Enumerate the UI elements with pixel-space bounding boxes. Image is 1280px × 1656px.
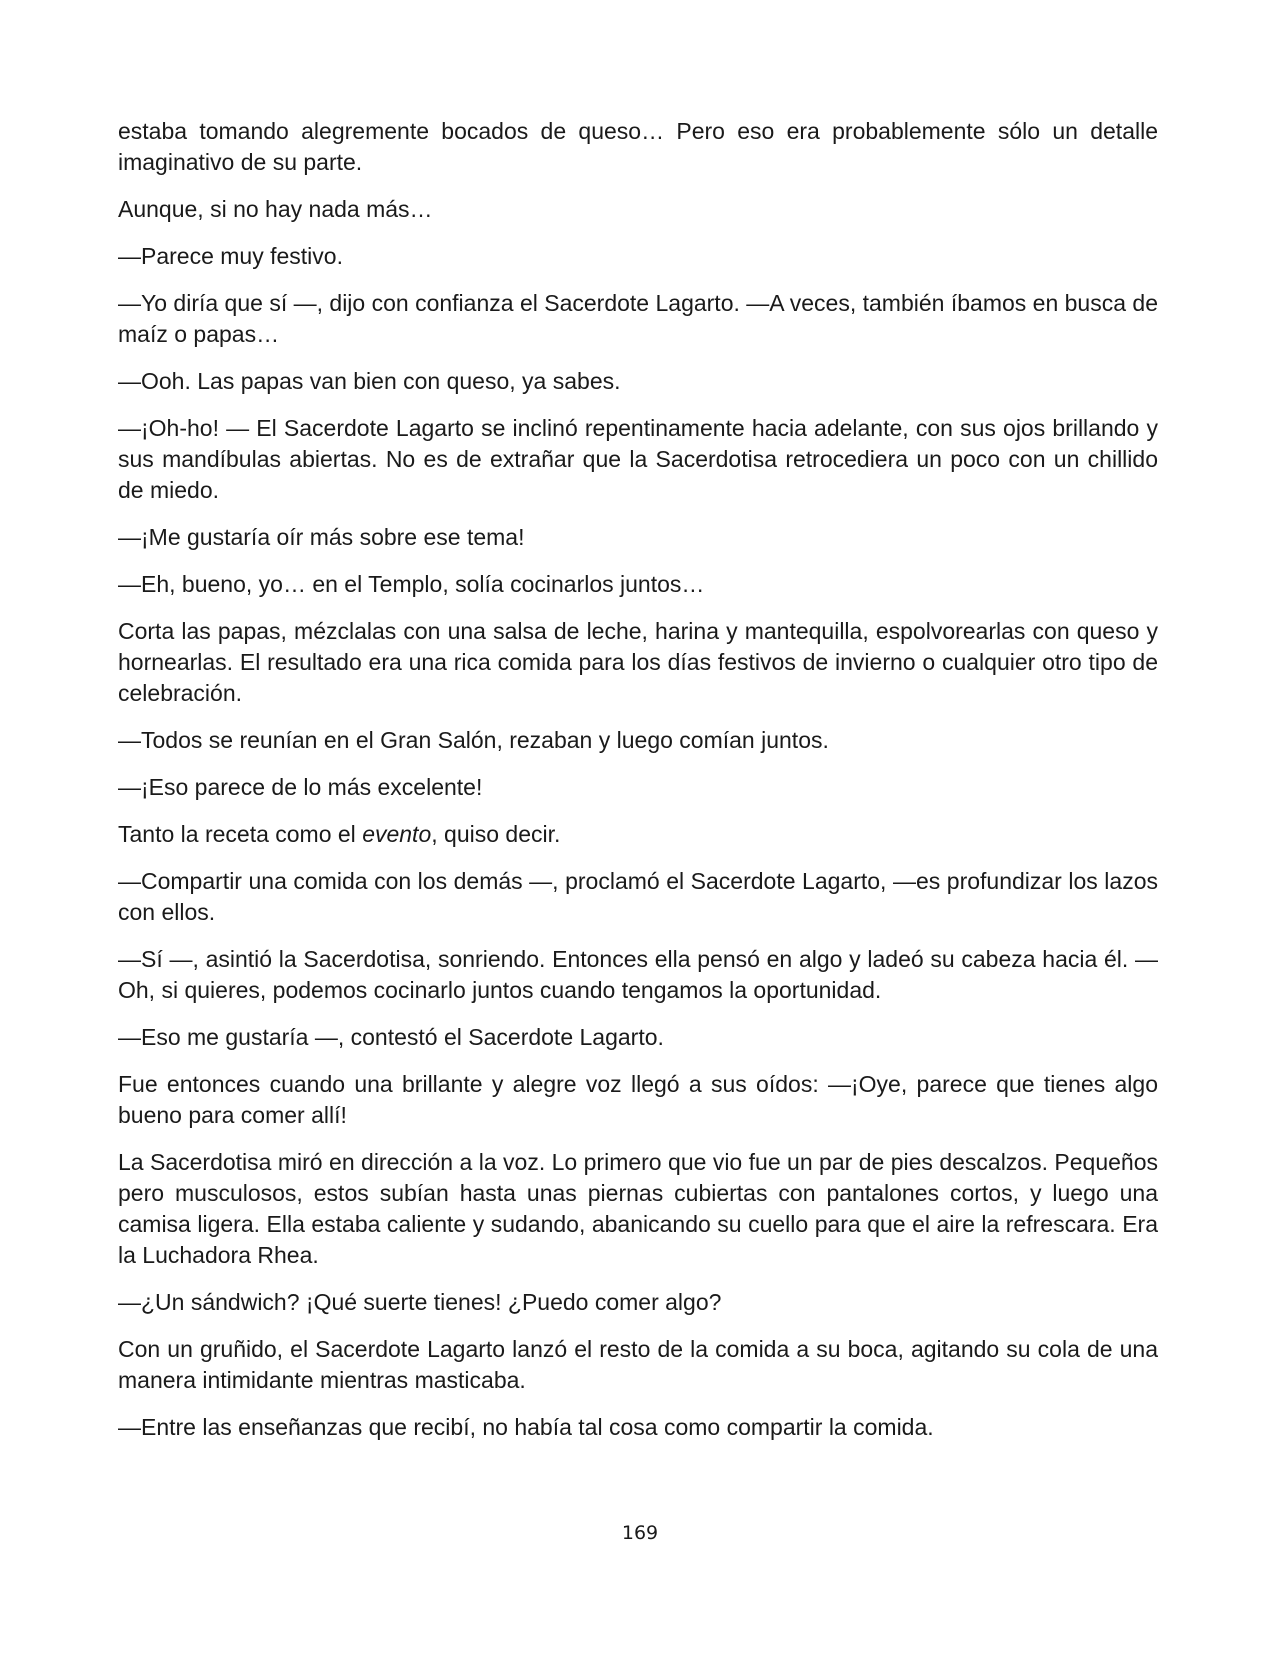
paragraph-with-emphasis xyxy=(118,819,1158,850)
paragraph: Fue entonces cuando una brillante y alegre voz llegó a sus oídos: —¡Oye, parece que tienes algo bueno para comer allí! xyxy=(118,1071,1158,1128)
paragraph: —¡Me gustaría oír más sobre ese tema! xyxy=(118,524,525,550)
paragraph: —Sí —, asintió la Sacerdotisa, sonriendo. Entonces ella pensó en algo y ladeó su cabeza hacia él. —Oh, si quieres, podemos cocinarlo juntos cuando tengamos la oportunidad. xyxy=(118,946,1158,1003)
paragraph: Con un gruñido, el Sacerdote Lagarto lanzó el resto de la comida a su boca, agitando su cola de una manera intimidante mientras masticaba. xyxy=(118,1336,1158,1393)
body-text xyxy=(118,116,1158,1459)
emphasis-text: evento xyxy=(362,821,432,847)
paragraph: —Yo diría que sí —, dijo con confianza el Sacerdote Lagarto. —A veces, también íbamos en busca de maíz o papas… xyxy=(118,290,1158,347)
paragraph: estaba tomando alegremente bocados de queso… Pero eso era probablemente sólo un detalle imaginativo de su parte. xyxy=(118,118,1158,175)
paragraph: Aunque, si no hay nada más… xyxy=(118,196,433,222)
paragraph: —Todos se reunían en el Gran Salón, rezaban y luego comían juntos. xyxy=(118,727,829,753)
paragraph: Corta las papas, mézclalas con una salsa de leche, harina y mantequilla, espolvorearlas con queso y hornearlas. El resultado era una rica comida para los días festivos de invierno o cualquier otro tipo de celebración. xyxy=(118,618,1158,706)
paragraph: —Parece muy festivo. xyxy=(118,243,343,269)
paragraph: —Eh, bueno, yo… en el Templo, solía cocinarlos juntos… xyxy=(118,571,705,597)
paragraph: —Ooh. Las papas van bien con queso, ya sabes. xyxy=(118,368,621,394)
text-span: , quiso decir. xyxy=(431,821,561,847)
paragraph: —¡Eso parece de lo más excelente! xyxy=(118,774,483,800)
text-span: Tanto la receta como el xyxy=(118,821,363,847)
paragraph: —¡Oh-ho! — El Sacerdote Lagarto se inclinó repentinamente hacia adelante, con sus ojos brillando y sus mandíbulas abiertas. No es de extrañar que la Sacerdotisa retrocediera un poco con un chillido de miedo. xyxy=(118,415,1158,503)
page-number: 169 xyxy=(621,1522,659,1544)
paragraph: La Sacerdotisa miró en dirección a la voz. Lo primero que vio fue un par de pies descalzos. Pequeños pero musculosos, estos subían hasta unas piernas cubiertas con pantalones cortos, y luego una camisa ligera. Ella estaba caliente y sudando, abanicando su cuello para que el aire la refrescara. Era la Luchadora Rhea. xyxy=(118,1149,1158,1268)
paragraph: —Eso me gustaría —, contestó el Sacerdote Lagarto. xyxy=(118,1024,664,1050)
paragraph: —Compartir una comida con los demás —, proclamó el Sacerdote Lagarto, —es profundizar los lazos con ellos. xyxy=(118,868,1158,925)
paragraph: —¿Un sándwich? ¡Qué suerte tienes! ¿Puedo comer algo? xyxy=(118,1289,722,1315)
paragraph: —Entre las enseñanzas que recibí, no había tal cosa como compartir la comida. xyxy=(118,1414,934,1440)
